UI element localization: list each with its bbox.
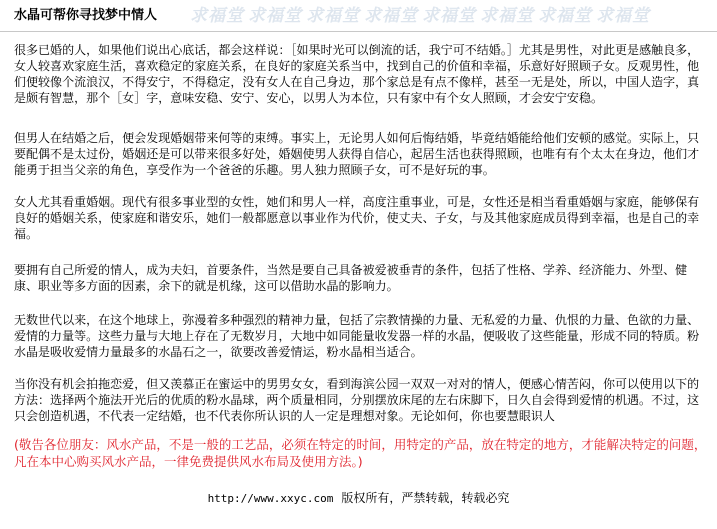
watermark-logo: 求福堂	[596, 6, 650, 26]
watermark-logo: 求福堂	[422, 6, 476, 26]
header-bar	[0, 0, 717, 32]
article-paragraph-6: 当你没有机会拍拖恋爱，但又羡慕正在蜜运中的男男女女，看到海滨公园一双双一对对的情人，便感心情苦闷，你可以使用以下的方法：选择两个施法开光后的优质的粉水晶球，两个质量相同，分别摆放床尾的左右床脚下，日久自会得到爱情的机遇。不过，这只会创造机遇，不代表一定结婚，也不代表你所认识的人一定是理想对象。无论如何，你也要慧眼识人	[14, 377, 700, 423]
page-title: 水晶可帮你寻找梦中情人	[14, 8, 158, 23]
watermark-logo: 求福堂	[190, 6, 244, 26]
watermark-logo: 求福堂	[306, 6, 360, 26]
feng-shui-notice: (敬告各位朋友：风水产品，不是一般的工艺品，必须在特定的时间，用特定的产品，放在特定的地方，才能解决特定的问题，凡在本中心购买风水产品，一律免费提供风水布局及使用方法。)	[14, 437, 707, 469]
article-paragraph-3: 女人尤其看重婚姻。现代有很多事业型的女性，她们和男人一样，高度注重事业，可是，女性还是相当看重婚姻与家庭，能够保有良好的婚姻关系，使家庭和谐安乐，她们一般都愿意以事业作为代价，使丈夫、子女，与及其他家庭成员得到幸福，也是自己的幸福。	[14, 195, 700, 241]
article-paragraph-5: 无数世代以来，在这个地球上，弥漫着多种强烈的精神力量，包括了宗教情操的力量、无私爱的力量、仇恨的力量、色欲的力量、爱情的力量等。这些力量与大地上存在了无数岁月，大地中如同能量收发器一样的水晶，便吸收了这些能量，形成不同的特质。粉水晶是吸收爱情力量最多的水晶石之一，欲要改善爱情运，粉水晶相当适合。	[14, 313, 700, 359]
watermark-logo: 求福堂	[248, 6, 302, 26]
watermark-logo: 求福堂	[364, 6, 418, 26]
footer	[0, 490, 717, 507]
watermark-logo: 求福堂	[480, 6, 534, 26]
article-paragraph-1: 很多已婚的人，如果他们说出心底话，都会这样说：［如果时光可以倒流的话，我宁可不结婚。］尤其是男性，对此更是感触良多，女人较喜欢家庭生活，喜欢稳定的家庭关系，在良好的家庭关系当中，找到自己的价值和幸福，乐意好好照顾子女。反观男性，他们便较像个流浪汉，不得安宁，不得稳定，没有女人在自己身边，那个家总是有点不像样，甚至一无是处，所以，中国人造字，真是颇有智慧，那个［女］字，意味安稳、安宁、安心，以男人为本位，只有家中有个女人照顾，才会安宁安稳。	[14, 43, 700, 105]
article-paragraph-2: 但男人在结婚之后，便会发现婚姻带来何等的束缚。事实上，无论男人如何后悔结婚，毕竟结婚能给他们安顿的感觉。实际上，只要配偶不是太过份，婚姻还是可以带来很多好处，婚姻使男人获得自信心，起居生活也获得照顾，也唯有有个太太在身边，他们才能勇于担当父亲的角色，享受作为一个爸爸的乐趣。男人独力照顾子女，可不是好玩的事。	[14, 131, 700, 177]
watermark-logo: 求福堂	[538, 6, 592, 26]
article-paragraph-4: 要拥有自己所爱的情人，成为夫妇，首要条件，当然是要自己具备被爱被垂青的条件，包括了性格、学养、经济能力、外型、健康、职业等多方面的因素，余下的就是机缘，这可以借助水晶的影响力。	[14, 263, 688, 293]
footer-copyright: 版权所有，严禁转载，转载必究	[341, 491, 510, 505]
footer-url-link[interactable]: http://www.xxyc.com	[207, 492, 334, 505]
